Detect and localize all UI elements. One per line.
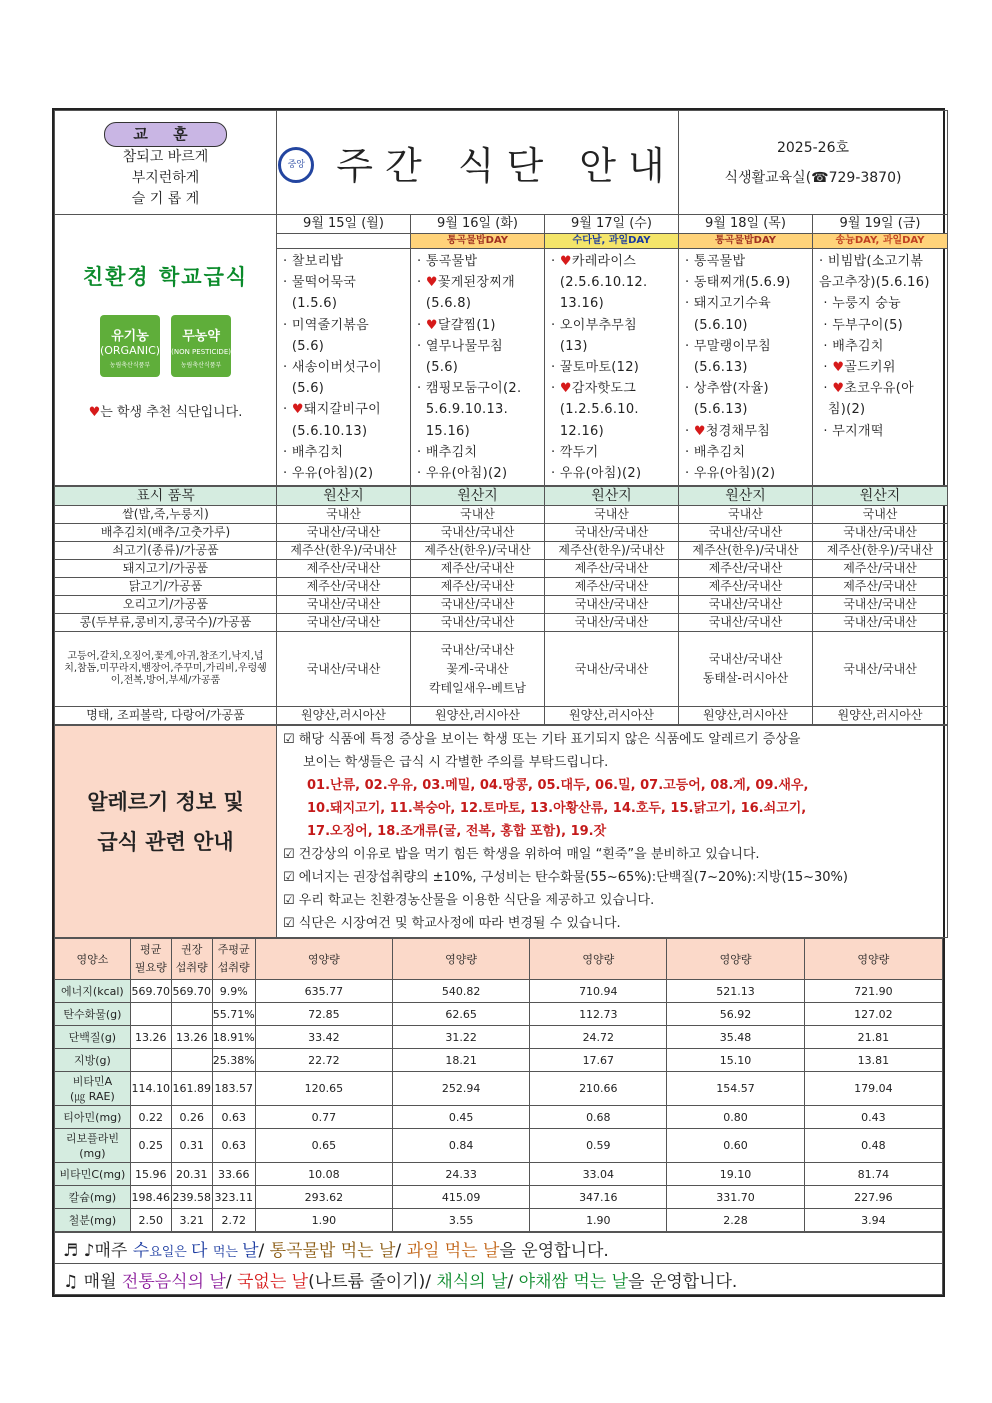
day-tag: 통곡물밥DAY [679, 234, 813, 249]
origin-cell: 국내산/국내산 [545, 614, 679, 632]
day-tag: 송늉DAY, 과일DAY [813, 234, 948, 249]
origin-cell [813, 632, 948, 707]
eco-certification-marks [55, 315, 276, 379]
nutrient-amount: 62.65 [392, 1003, 529, 1026]
nut-header: 영양소 [55, 939, 131, 980]
origin-cell: 제주산(한우)/국내산 [545, 542, 679, 560]
heart-icon: ♥ [425, 317, 438, 333]
nutrient-name: 에너지(kcal) [55, 980, 131, 1003]
nutrient-weekly: 2.72 [212, 1209, 255, 1232]
page-title-cell [277, 111, 679, 215]
origin-cell: 국내산/국내산 [545, 596, 679, 614]
origin-cell: 국내산/국내산 [679, 596, 813, 614]
nutrient-name: 비타민C(mg) [55, 1163, 131, 1186]
nutrient-amount: 17.67 [530, 1049, 667, 1072]
origin-cell: 국내산 [545, 506, 679, 524]
nutrient-amount: 120.65 [255, 1072, 392, 1106]
nutrient-rec [171, 1049, 212, 1072]
menu-item: · 배추김치 [283, 444, 344, 460]
origin-cell: 제주산/국내산 [545, 560, 679, 578]
nutrient-amount: 227.96 [804, 1186, 942, 1209]
menu-item: (13) [551, 338, 588, 354]
origin-cell: 국내산/국내산 [679, 524, 813, 542]
origin-cell: 제주산/국내산 [277, 578, 411, 596]
allergy-title-line: 급식 관련 안내 [97, 830, 234, 854]
origin-item: 닭고기/가공품 [55, 578, 277, 596]
origin-header-item: 표시 품목 [55, 487, 277, 506]
nutrient-amount: 19.10 [667, 1163, 804, 1186]
nutrient-amount: 710.94 [530, 980, 667, 1003]
issue-number: 2025-26호 [776, 139, 850, 156]
origin-item: 오리고기/가공품 [55, 596, 277, 614]
allergy-codes: 10.돼지고기, 11.복숭아, 12.토마토, 13.아황산류, 14.호두, 15.닭고기, 16.쇠고기, [307, 801, 807, 816]
origin-cell: 원양산,러시아산 [277, 707, 411, 725]
menu-item: · 깍두기 [551, 444, 599, 460]
origin-cell: 국내산/국내산 [277, 614, 411, 632]
origin-cell: 국내산/국내산 [277, 596, 411, 614]
menu-item: · ♥감자핫도그 [551, 381, 637, 397]
menu-item: · ♥골드키위 [819, 360, 896, 376]
origin-cell: 원양산,러시아산 [813, 707, 948, 725]
menu-item: 15.16) [417, 423, 470, 439]
origin-item-seafood: 고등어,갈치,오징어,꽃게,아귀,참조기,낙지,넙치,참돔,미꾸라지,뱀장어,주꾸미,가리비,우렁쉥이,전복,방어,부세/가공품 [55, 632, 277, 707]
motto-line: 참되고 바르게 [122, 148, 209, 165]
nutrient-rec: 239.58 [171, 1186, 212, 1209]
allergy-line: ☑ 해당 식품에 특정 증상을 보이는 학생 또는 기타 표기되지 않은 식품에도 알레르기 증상을 [283, 732, 801, 747]
nutrient-avg: 114.10 [130, 1072, 171, 1106]
nutrient-amount: 415.09 [392, 1186, 529, 1209]
origin-cell: 제주산/국내산 [679, 578, 813, 596]
eco-panel [55, 215, 277, 486]
motto-badge: 교 훈 [104, 122, 226, 147]
nutrient-amount: 0.80 [667, 1106, 804, 1129]
allergy-title-line: 알레르기 정보 및 [87, 790, 244, 814]
origin-header-col: 원산지 [679, 487, 813, 506]
nutrient-amount: 22.72 [255, 1049, 392, 1072]
nutrient-amount: 331.70 [667, 1186, 804, 1209]
nutrient-weekly: 0.63 [212, 1129, 255, 1163]
nutrient-rec [171, 1003, 212, 1026]
menu-item: · 열무나물무침 [417, 338, 504, 354]
menu-item: (2.5.6.10.12. [551, 275, 648, 291]
nutrient-rec: 569.70 [171, 980, 212, 1003]
menu-item: · 미역줄기볶음 [283, 317, 370, 333]
nutrient-name: 티아민(mg) [55, 1106, 131, 1129]
origin-cell: 제주산/국내산 [813, 578, 948, 596]
origin-cell: 제주산/국내산 [277, 560, 411, 578]
origin-cell [277, 632, 411, 707]
menu-item: (5.6.10) [685, 317, 748, 333]
nutrient-amount: 293.62 [255, 1186, 392, 1209]
nutrient-amount: 0.45 [392, 1106, 529, 1129]
nutrient-amount: 33.04 [530, 1163, 667, 1186]
origin-cell: 제주산(한우)/국내산 [277, 542, 411, 560]
nutrient-amount: 347.16 [530, 1186, 667, 1209]
menu-item: · 물떡어묵국 [283, 275, 357, 291]
nut-header: 영양량 [255, 939, 392, 980]
nutrient-amount: 0.84 [392, 1129, 529, 1163]
menu-item: (5.6) [283, 338, 325, 354]
menu-item: (5.6.8) [417, 296, 472, 312]
nutrient-amount: 31.22 [392, 1026, 529, 1049]
menu-item: (1.2.5.6.10. [551, 402, 639, 418]
nutrient-amount: 0.68 [530, 1106, 667, 1129]
origin-line: 국내산/국내산 [843, 661, 917, 676]
origin-cell: 제주산(한우)/국내산 [813, 542, 948, 560]
nutrient-amount: 13.81 [804, 1049, 942, 1072]
footer-table [54, 1232, 943, 1295]
heart-icon: ♥ [291, 402, 304, 418]
nutrient-amount: 35.48 [667, 1026, 804, 1049]
origin-cell: 제주산(한우)/국내산 [411, 542, 545, 560]
nutrient-avg: 13.26 [130, 1026, 171, 1049]
menu-item: · ♥돼지갈비구이 [283, 402, 381, 418]
nutrient-amount: 0.65 [255, 1129, 392, 1163]
nutrient-amount: 15.10 [667, 1049, 804, 1072]
nutrient-amount: 210.66 [530, 1072, 667, 1106]
menu-item: · 우유(아침)(2) [685, 466, 776, 482]
day-tag [277, 234, 411, 249]
office-contact: 식생활교육실(☎729-3870) [724, 169, 902, 186]
heart-icon: ♥ [832, 381, 845, 397]
nut-header: 영양량 [530, 939, 667, 980]
menu-item: · 무말랭이무침 [685, 338, 772, 354]
origin-cell: 국내산/국내산 [813, 596, 948, 614]
notice-line: ☑ 우리 학교는 친환경농산물을 이용한 식단을 제공하고 있습니다. [283, 893, 655, 908]
nutrient-amount: 179.04 [804, 1072, 942, 1106]
menu-item: 침)(2) [819, 402, 866, 418]
menu-item: · 오이부추무침 [551, 317, 638, 333]
nutrient-avg: 198.46 [130, 1186, 171, 1209]
menu-item: · 배추김치 [417, 444, 478, 460]
day-header: 9월 19일 (금) [813, 215, 948, 234]
menu-item: · ♥초코우유(아 [819, 381, 914, 397]
origin-cell: 국내산/국내산 [411, 614, 545, 632]
nutrient-amount: 3.94 [804, 1209, 942, 1232]
footer-line-1: ♬ ♪매주 수요일은 다 먹는 날/ 통곡물밥 먹는 날/ 과일 먹는 날을 운영합니다. [55, 1233, 943, 1264]
menu-item: · ♥꽃게된장찌개 [417, 275, 515, 291]
nutrient-name: 칼슘(mg) [55, 1186, 131, 1209]
menu-item: · 우유(아침)(2) [551, 466, 642, 482]
nutrient-weekly: 25.38% [212, 1049, 255, 1072]
menu-item: (1.5.6) [283, 296, 338, 312]
nutrient-amount: 24.33 [392, 1163, 529, 1186]
recommend-note: ♥는 학생 추천 식단입니다. [88, 405, 243, 420]
allergy-table [54, 725, 948, 938]
notice-line: ☑ 식단은 시장여건 및 학교사정에 따라 변경될 수 있습니다. [283, 916, 621, 931]
nutrient-amount: 721.90 [804, 980, 942, 1003]
nutrient-amount: 72.85 [255, 1003, 392, 1026]
day-menu [545, 249, 679, 486]
origin-table [54, 486, 948, 725]
origin-cell: 국내산/국내산 [277, 524, 411, 542]
allergy-codes: 17.오징어, 18.조개류(굴, 전복, 홍합 포함), 19.잣 [307, 824, 607, 839]
nutrient-weekly: 55.71% [212, 1003, 255, 1026]
page-title: 주간 식단 안내 [336, 144, 677, 188]
nutrient-avg: 15.96 [130, 1163, 171, 1186]
nutrient-avg: 569.70 [130, 980, 171, 1003]
origin-cell: 원양산,러시아산 [679, 707, 813, 725]
menu-item: · 두부구이(5) [819, 317, 904, 333]
heart-icon: ♥ [88, 405, 101, 420]
origin-line: 국내산/국내산 [574, 661, 649, 676]
nutrient-amount: 21.81 [804, 1026, 942, 1049]
heart-icon: ♥ [559, 254, 572, 269]
nut-header: 권장 섭취량 [171, 939, 212, 980]
menu-sheet [52, 108, 945, 1297]
origin-cell [679, 632, 813, 707]
menu-item: · 동태찌개(5.6.9) [685, 275, 791, 291]
nutrient-amount: 112.73 [530, 1003, 667, 1026]
nutrient-amount: 3.55 [392, 1209, 529, 1232]
school-motto [55, 111, 277, 215]
organic-mark-icon: 유기농 (ORGANIC) 농림축산식품부 [100, 315, 160, 377]
nutrient-name: 탄수화물(g) [55, 1003, 131, 1026]
menu-item: · 우유(아침)(2) [417, 466, 508, 482]
allergy-line: 보이는 학생들은 급식 시 각별한 주의를 부탁드립니다. [303, 755, 609, 770]
nutrition-table [54, 938, 943, 1232]
day-menu [813, 249, 948, 486]
nutrient-amount: 127.02 [804, 1003, 942, 1026]
nutrient-amount: 56.92 [667, 1003, 804, 1026]
motto-line: 부지런하게 [131, 169, 200, 186]
menu-item: · 꿀토마토(12) [551, 360, 640, 376]
origin-item: 배추김치(배추/고춧가루) [55, 524, 277, 542]
nutrient-amount: 521.13 [667, 980, 804, 1003]
origin-item: 쌀(밥,죽,누룽지) [55, 506, 277, 524]
nutrient-avg: 0.22 [130, 1106, 171, 1129]
nutrient-amount: 0.60 [667, 1129, 804, 1163]
nutrient-weekly: 18.91% [212, 1026, 255, 1049]
menu-item: 12.16) [551, 423, 604, 439]
nut-header: 영양량 [392, 939, 529, 980]
nutrient-avg [130, 1003, 171, 1026]
nutrient-name: 지방(g) [55, 1049, 131, 1072]
origin-line: 꽃게-국내산 [446, 661, 509, 676]
day-tag: 통곡물밥DAY [411, 234, 545, 249]
nutrient-name: 리보플라빈 (mg) [55, 1129, 131, 1163]
menu-item: · ♥달걀찜(1) [417, 317, 496, 333]
menu-item: · 우유(아침)(2) [283, 466, 374, 482]
day-header: 9월 15일 (월) [277, 215, 411, 234]
origin-cell [545, 632, 679, 707]
nutrition-rows [55, 980, 943, 1232]
nutrient-rec: 0.31 [171, 1129, 212, 1163]
nut-header: 주평균 섭취량 [212, 939, 255, 980]
nutrient-name: 비타민A (㎍ RAE) [55, 1072, 131, 1106]
menu-item: · ♥카레라이스 [551, 254, 637, 269]
origin-cell: 원양산,러시아산 [545, 707, 679, 725]
nutrient-avg: 0.25 [130, 1129, 171, 1163]
nutrient-amount: 252.94 [392, 1072, 529, 1106]
nutrient-amount: 18.21 [392, 1049, 529, 1072]
nutrient-avg: 2.50 [130, 1209, 171, 1232]
origin-line: 칵테일새우-베트남 [428, 680, 527, 695]
nutrient-avg [130, 1049, 171, 1072]
nutrient-name: 철분(mg) [55, 1209, 131, 1232]
nutrient-weekly: 9.9% [212, 980, 255, 1003]
menu-item: (5.6) [283, 381, 325, 397]
nutrient-rec: 13.26 [171, 1026, 212, 1049]
menu-item: · 비빔밥(소고기볶 [819, 254, 924, 269]
no-pesticide-mark-icon: 무농약 (NON PESTICIDE) 농림축산식품부 [171, 315, 231, 377]
origin-item: 콩(두부류,콩비지,콩국수)/가공품 [55, 614, 277, 632]
nutrient-weekly: 183.57 [212, 1072, 255, 1106]
menu-item: · 배추김치 [685, 444, 746, 460]
nutrient-amount: 1.90 [255, 1209, 392, 1232]
eco-title: 친환경 학교급식 [82, 265, 249, 289]
day-menu [277, 249, 411, 486]
menu-item: (5.6.13) [685, 402, 748, 418]
origin-item: 돼지고기/가공품 [55, 560, 277, 578]
origin-cell: 국내산/국내산 [411, 596, 545, 614]
nutrient-amount: 0.48 [804, 1129, 942, 1163]
nut-header: 영양량 [804, 939, 942, 980]
nutrient-amount: 0.59 [530, 1129, 667, 1163]
menu-item: · 통곡물밥 [685, 254, 746, 269]
nutrient-amount: 1.90 [530, 1209, 667, 1232]
nutrient-amount: 635.77 [255, 980, 392, 1003]
menu-item: (5.6) [417, 360, 459, 376]
nutrient-amount: 81.74 [804, 1163, 942, 1186]
origin-cell: 제주산/국내산 [411, 560, 545, 578]
menu-table [54, 110, 948, 486]
nut-header: 평균 필요량 [130, 939, 171, 980]
day-tag: 수다날, 과일DAY [545, 234, 679, 249]
heart-icon: ♥ [832, 360, 845, 376]
menu-item: · 누룽지 숭늉 [819, 296, 902, 312]
origin-cell: 국내산 [277, 506, 411, 524]
nut-header: 영양량 [667, 939, 804, 980]
nutrient-weekly: 33.66 [212, 1163, 255, 1186]
origin-cell: 국내산/국내산 [545, 524, 679, 542]
nutrient-rec: 161.89 [171, 1072, 212, 1106]
issue-info [679, 111, 948, 215]
origin-line: 동태살-러시아산 [702, 671, 789, 685]
nutrient-rec: 20.31 [171, 1163, 212, 1186]
origin-line: 국내산/국내산 [708, 652, 783, 666]
motto-line: 슬 기 롭 게 [131, 190, 200, 207]
menu-item: 음고추장)(5.6.16) [819, 275, 930, 291]
day-header: 9월 17일 (수) [545, 215, 679, 234]
nutrient-weekly: 323.11 [212, 1186, 255, 1209]
origin-line: 국내산/국내산 [440, 642, 515, 657]
origin-line: 국내산/국내산 [306, 661, 381, 676]
allergy-codes: 01.난류, 02.우유, 03.메밀, 04.땅콩, 05.대두, 06.밀, 07.고등어, 08.게, 09.새우, [307, 778, 809, 793]
origin-header-col: 원산지 [277, 487, 411, 506]
nutrient-amount: 154.57 [667, 1072, 804, 1106]
school-logo-icon: 중앙 [278, 147, 314, 183]
origin-cell: 국내산/국내산 [813, 524, 948, 542]
nutrient-amount: 33.42 [255, 1026, 392, 1049]
heart-icon: ♥ [559, 381, 572, 397]
nutrient-amount: 10.08 [255, 1163, 392, 1186]
allergy-title [55, 726, 277, 938]
nutrient-name: 단백질(g) [55, 1026, 131, 1049]
origin-header-col: 원산지 [411, 487, 545, 506]
origin-item: 쇠고기(종류)/가공품 [55, 542, 277, 560]
day-menu [679, 249, 813, 486]
menu-item: · 배추김치 [819, 338, 884, 354]
origin-cell: 국내산 [411, 506, 545, 524]
day-header: 9월 18일 (목) [679, 215, 813, 234]
menu-item: · 캠핑모둠구이(2. [417, 381, 522, 397]
day-menu [411, 249, 545, 486]
menu-item: · 찰보리밥 [283, 254, 344, 269]
notice-line: ☑ 에너지는 권장섭취량의 ±10%, 구성비는 탄수화물(55~65%):단백질(7~20%):지방(15~30%) [283, 870, 848, 885]
notice-line: ☑ 건강상의 이유로 밥을 먹기 힘든 학생을 위하여 매일 “흰죽”을 분비하고 있습니다. [283, 847, 760, 862]
menu-item: · 돼지고기수육 [685, 296, 772, 312]
menu-item: · 무지개떡 [819, 423, 884, 439]
nutrient-amount: 540.82 [392, 980, 529, 1003]
origin-cell: 국내산/국내산 [813, 614, 948, 632]
menu-item: · 상추쌈(자율) [685, 381, 769, 397]
menu-item: (5.6.10.13) [283, 423, 368, 439]
nutrient-rec: 0.26 [171, 1106, 212, 1129]
origin-cell: 국내산 [813, 506, 948, 524]
nutrient-amount: 24.72 [530, 1026, 667, 1049]
origin-cell: 제주산/국내산 [411, 578, 545, 596]
menu-item: · 통곡물밥 [417, 254, 478, 269]
day-header: 9월 16일 (화) [411, 215, 545, 234]
nutrient-amount: 0.77 [255, 1106, 392, 1129]
origin-cell: 국내산/국내산 [679, 614, 813, 632]
origin-cell: 제주산/국내산 [813, 560, 948, 578]
heart-icon: ♥ [693, 423, 706, 439]
menu-item: 13.16) [551, 296, 604, 312]
origin-cell: 제주산/국내산 [545, 578, 679, 596]
footer-line-2: ♫ 매월 전통음식의 날/ 국없는 날(나트륨 줄이기)/ 채식의 날/ 야채쌈 먹는 날을 운영합니다. [55, 1264, 943, 1295]
nutrient-amount: 0.43 [804, 1106, 942, 1129]
allergy-info [277, 726, 948, 938]
origin-cell: 제주산(한우)/국내산 [679, 542, 813, 560]
origin-rows [55, 506, 948, 632]
heart-icon: ♥ [425, 275, 438, 291]
origin-cell: 원양산,러시아산 [411, 707, 545, 725]
nutrient-amount: 2.28 [667, 1209, 804, 1232]
nutrient-rec: 3.21 [171, 1209, 212, 1232]
origin-item-pollock: 명태, 조피볼락, 다랑어/가공품 [55, 707, 277, 725]
origin-cell: 국내산 [679, 506, 813, 524]
menu-item: · 새송이버섯구이 [283, 360, 382, 376]
origin-cell [411, 632, 545, 707]
menu-item: 5.6.9.10.13. [417, 402, 509, 418]
origin-cell: 국내산/국내산 [411, 524, 545, 542]
menu-item: · ♥청경채무침 [685, 423, 771, 439]
origin-header-col: 원산지 [545, 487, 679, 506]
origin-header-col: 원산지 [813, 487, 948, 506]
origin-cell: 제주산/국내산 [679, 560, 813, 578]
nutrient-weekly: 0.63 [212, 1106, 255, 1129]
menu-item: (5.6.13) [685, 360, 748, 376]
